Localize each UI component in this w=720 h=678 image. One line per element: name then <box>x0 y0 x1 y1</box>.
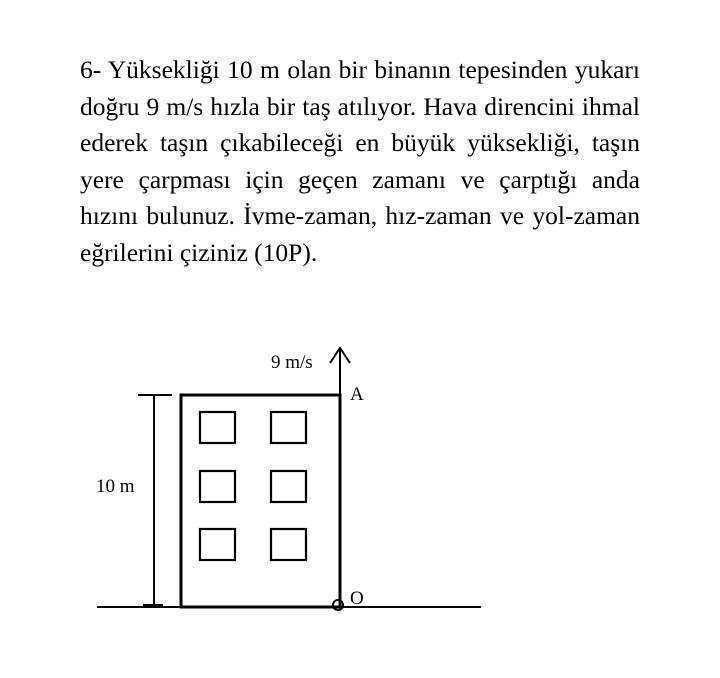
building-window <box>271 412 306 443</box>
building-window <box>200 412 235 443</box>
building-window <box>271 529 306 560</box>
building-window <box>271 471 306 502</box>
height-label: 10 m <box>96 476 135 497</box>
problem-statement: 6- Yüksekliği 10 m olan bir binanın tepesinden yukarı doğru 9 m/s hızla bir taş atılıyor. Hava direncini ihmal ederek taşın çıkabileceği en büyük yüksekliği, taşın yere çarpması için geçen zamanı ve çarptığı anda hızını bulunuz. İvme-zaman, hız-zaman ve yol-zaman eğrilerini çiziniz (10P). <box>80 55 640 267</box>
velocity-label: 9 m/s <box>271 352 313 373</box>
building-window <box>200 471 235 502</box>
point-a-label: A <box>350 384 364 405</box>
building-window <box>200 529 235 560</box>
point-o-label: O <box>350 588 364 609</box>
